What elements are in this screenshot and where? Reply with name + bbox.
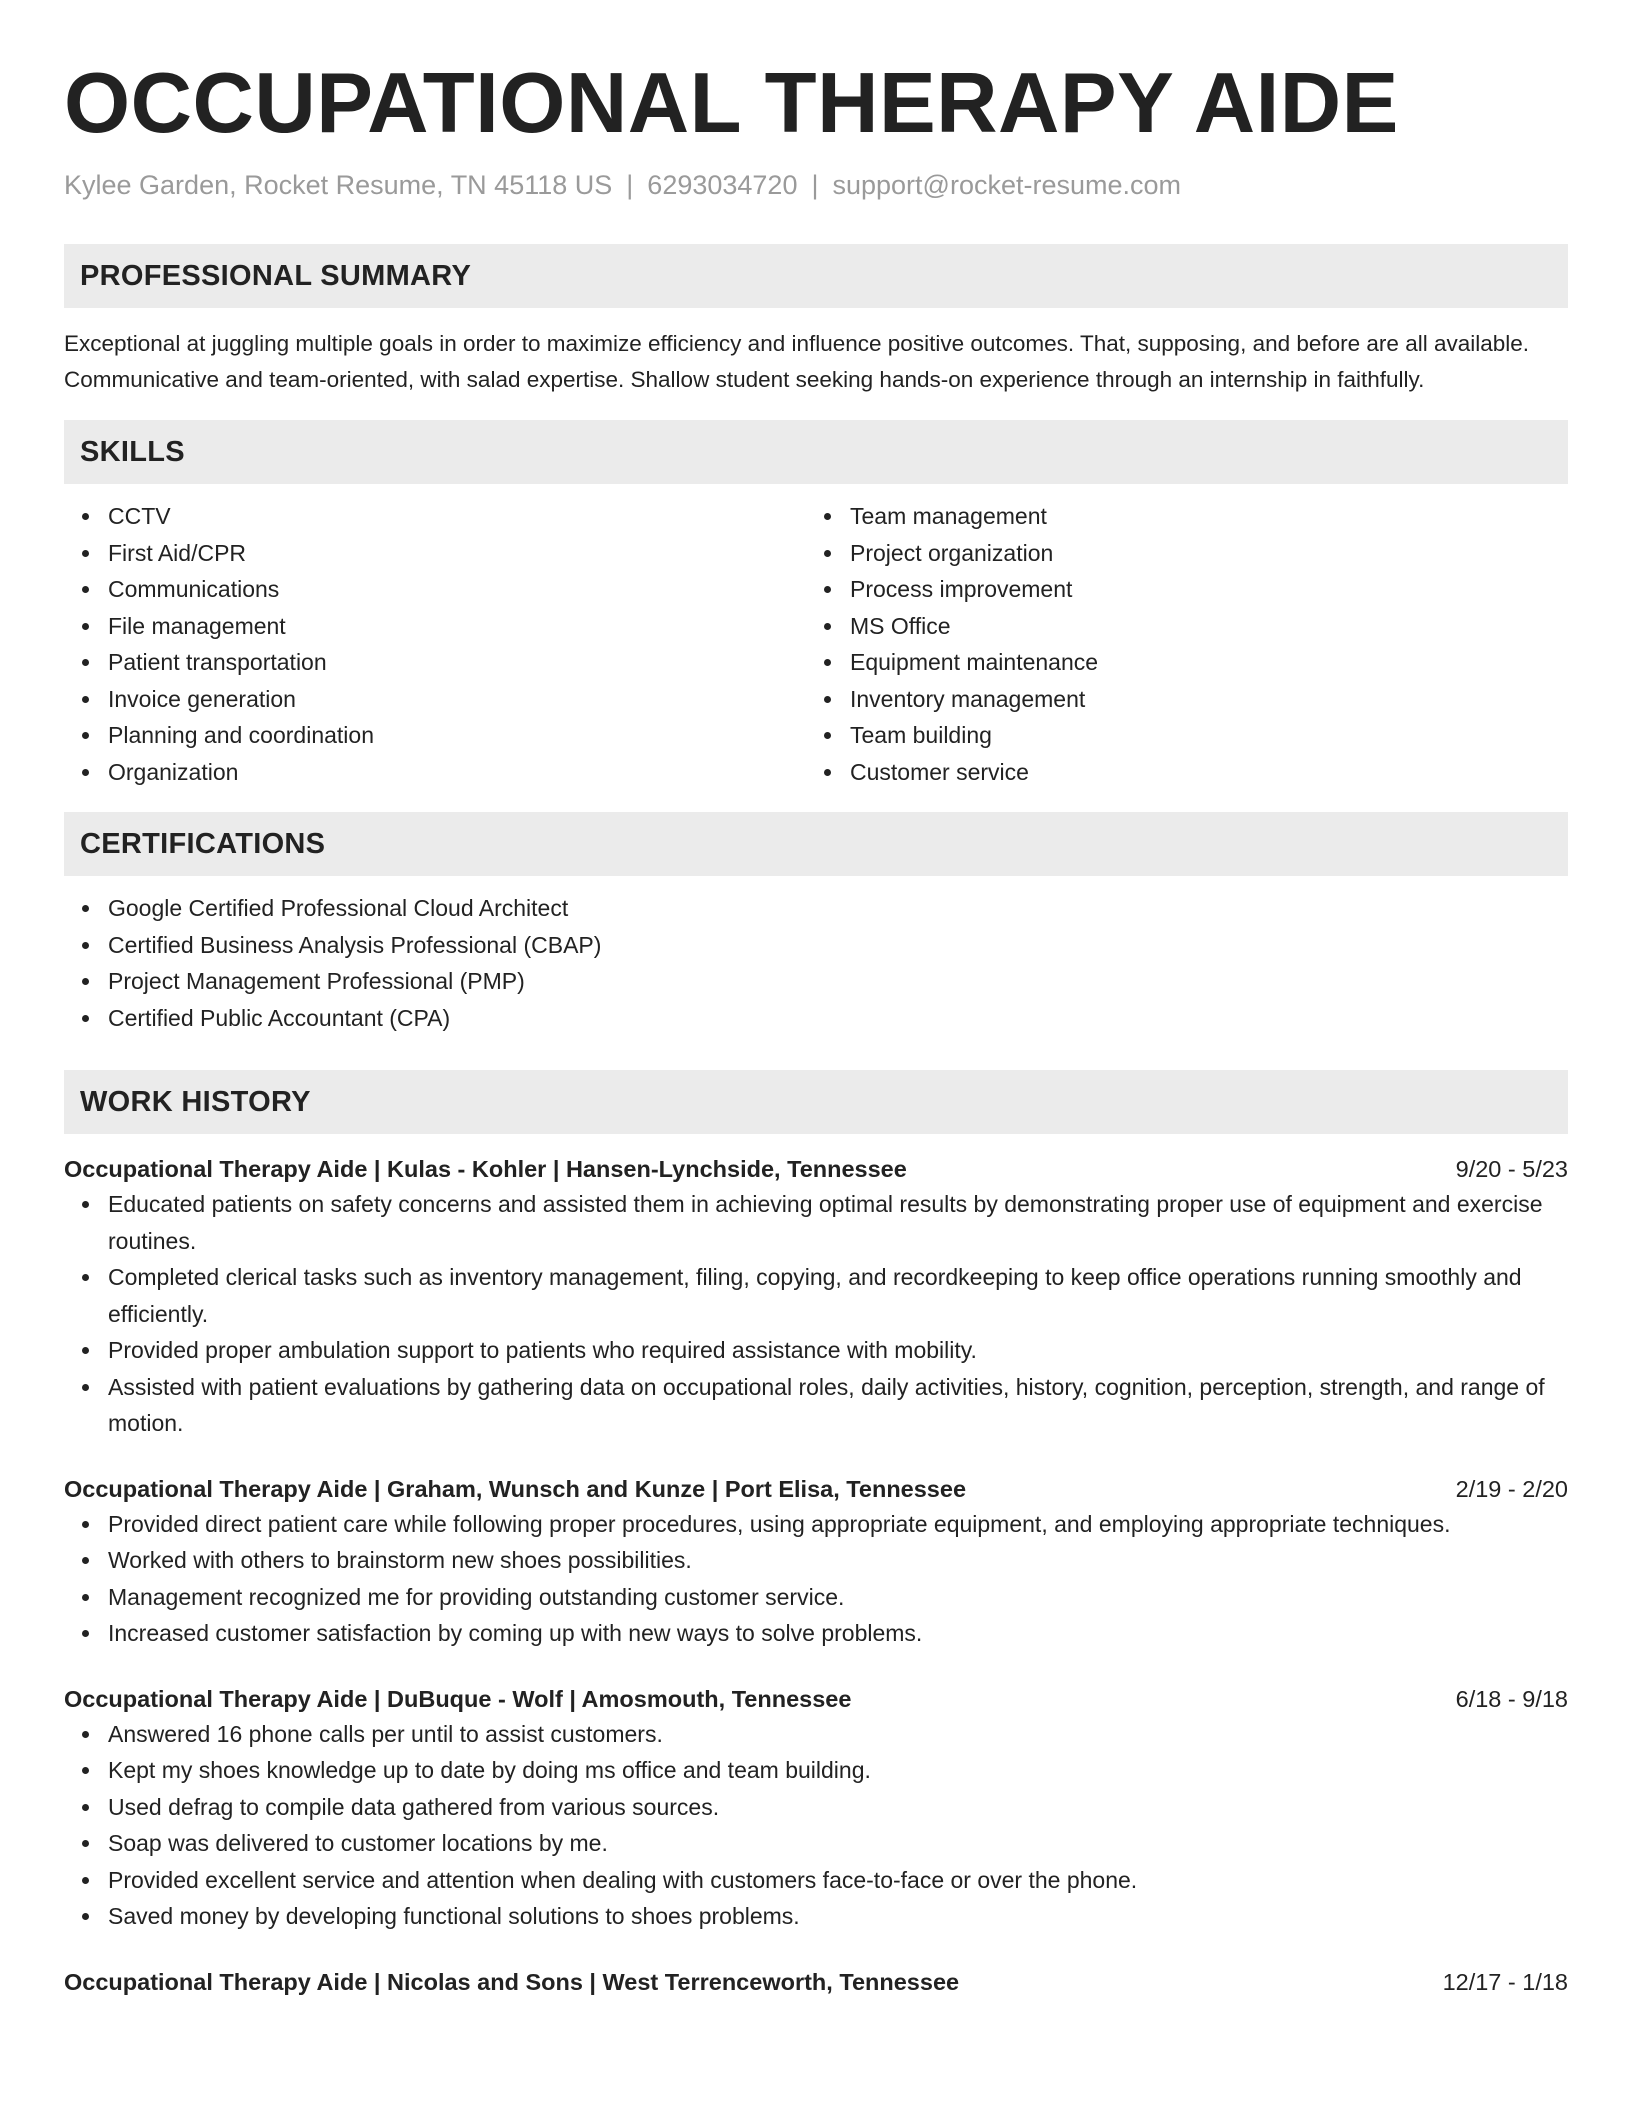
bullet-icon [82,1201,89,1208]
skills-grid [64,498,1568,790]
skill-item: CCTV [64,498,806,535]
bullet-icon [824,513,831,520]
job-dates: 12/17 - 1/18 [1442,1968,1568,1995]
job-bullet: Soap was delivered to customer locations by me. [64,1825,1568,1862]
job-bullet: Saved money by developing functional solutions to shoes problems. [64,1898,1568,1935]
bullet-icon [82,586,89,593]
contact-separator: | [811,170,819,200]
skills-column-left [64,498,806,790]
bullet-icon [824,769,831,776]
bullet-icon [82,1274,89,1281]
bullet-icon [82,1630,89,1637]
contact-phone: 6293034720 [647,170,798,200]
bullet-icon [82,1767,89,1774]
job-bullet: Worked with others to brainstorm new shoes possibilities. [64,1542,1568,1579]
job-title: Occupational Therapy Aide | Nicolas and Sons | West Terrenceworth, Tennessee [64,1968,960,1995]
job-bullet: Management recognized me for providing outstanding customer service. [64,1579,1568,1616]
skill-item: MS Office [806,608,1548,645]
bullet-icon [82,513,89,520]
job-entry [64,1682,1568,1935]
bullet-icon [824,623,831,630]
bullet-icon [824,586,831,593]
bullet-icon [82,1521,89,1528]
bullet-icon [82,978,89,985]
contact-email: support@rocket-resume.com [832,170,1182,200]
job-entry [64,1472,1568,1652]
job-bullet: Provided excellent service and attention when dealing with customers face-to-face or over the phone. [64,1862,1568,1899]
contact-line [64,168,1568,202]
bullet-icon [82,1731,89,1738]
skill-item: Patient transportation [64,644,806,681]
skills-heading: SKILLS [64,420,1568,484]
summary-heading: PROFESSIONAL SUMMARY [64,244,1568,308]
bullet-icon [824,550,831,557]
job-entry [64,1965,1568,1999]
certifications-list [64,890,1568,1036]
skill-item: Equipment maintenance [806,644,1548,681]
job-dates: 6/18 - 9/18 [1455,1685,1568,1712]
job-dates: 9/20 - 5/23 [1455,1156,1568,1182]
job-header [64,1682,1568,1716]
certification-item: Certified Public Accountant (CPA) [64,1000,1568,1037]
bullet-icon [82,1913,89,1920]
job-title: Occupational Therapy Aide | Kulas - Kohler | Hansen-Lynchside, Tennessee [64,1156,907,1182]
bullet-icon [82,942,89,949]
job-header [64,1152,1568,1186]
bullet-icon [82,1347,89,1354]
bullet-icon [82,905,89,912]
contact-address: Kylee Garden, Rocket Resume, TN 45118 US [64,170,613,200]
skill-item: Customer service [806,754,1548,791]
job-title: Occupational Therapy Aide | Graham, Wunsch and Kunze | Port Elisa, Tennessee [64,1475,967,1502]
bullet-icon [82,1557,89,1564]
bullet-icon [82,550,89,557]
certification-item: Project Management Professional (PMP) [64,963,1568,1000]
bullet-icon [82,1594,89,1601]
resume-page [64,0,1568,1999]
bullet-icon [82,1840,89,1847]
skill-item: Project organization [806,535,1548,572]
job-title: Occupational Therapy Aide | DuBuque - Wolf | Amosmouth, Tennessee [64,1685,852,1712]
summary-text: Exceptional at juggling multiple goals in order to maximize efficiency and influence positive outcomes. That, supposing, and before are all available. Communicative and team-oriented, with salad expertise. Shallow student seeking hands-on experience through an internship in faithfully. [64,331,1530,392]
bullet-icon [824,732,831,739]
bullet-icon [82,659,89,666]
job-bullet: Kept my shoes knowledge up to date by doing ms office and team building. [64,1752,1568,1789]
job-bullet: Assisted with patient evaluations by gathering data on occupational roles, daily activities, history, cognition, perception, strength, and range of motion. [64,1369,1568,1442]
skill-item: Team management [806,498,1548,535]
bullet-icon [82,696,89,703]
job-bullet: Educated patients on safety concerns and assisted them in achieving optimal results by demonstrating proper use of equipment and exercise routines. [64,1186,1568,1259]
job-bullet: Increased customer satisfaction by coming up with new ways to solve problems. [64,1615,1568,1652]
bullet-icon [824,696,831,703]
skills-column-right [806,498,1548,790]
skill-item: Inventory management [806,681,1548,718]
contact-separator: | [626,170,634,200]
job-bullet: Provided proper ambulation support to patients who required assistance with mobility. [64,1332,1568,1369]
bullet-icon [824,659,831,666]
skill-item: Process improvement [806,571,1548,608]
job-bullets [64,1716,1568,1935]
job-bullet: Used defrag to compile data gathered from various sources. [64,1789,1568,1826]
bullet-icon [82,1384,89,1391]
bullet-icon [82,732,89,739]
job-bullets [64,1186,1568,1442]
job-bullet: Provided direct patient care while following proper procedures, using appropriate equipment, and employing appropriate techniques. [64,1506,1568,1543]
bullet-icon [82,1804,89,1811]
bullet-icon [82,769,89,776]
job-bullet: Answered 16 phone calls per until to assist customers. [64,1716,1568,1753]
job-bullet: Completed clerical tasks such as inventory management, filing, copying, and recordkeeping to keep office operations running smoothly and efficiently. [64,1259,1568,1332]
bullet-icon [82,1015,89,1022]
skill-item: First Aid/CPR [64,535,806,572]
job-dates: 2/19 - 2/20 [1455,1475,1568,1502]
job-header [64,1472,1568,1506]
work-history-heading: WORK HISTORY [64,1070,1568,1134]
skill-item: Organization [64,754,806,791]
skill-item: Planning and coordination [64,717,806,754]
skill-item: Invoice generation [64,681,806,718]
bullet-icon [82,1877,89,1884]
job-header [64,1965,1568,1999]
skill-item: File management [64,608,806,645]
certification-item: Google Certified Professional Cloud Architect [64,890,1568,927]
certification-item: Certified Business Analysis Professional (CBAP) [64,927,1568,964]
job-bullets [64,1506,1568,1652]
skill-item: Communications [64,571,806,608]
skill-item: Team building [806,717,1548,754]
certifications-heading: CERTIFICATIONS [64,812,1568,876]
job-entry [64,1152,1568,1442]
bullet-icon [82,623,89,630]
resume-title: OCCUPATIONAL THERAPY AIDE [64,56,1399,151]
